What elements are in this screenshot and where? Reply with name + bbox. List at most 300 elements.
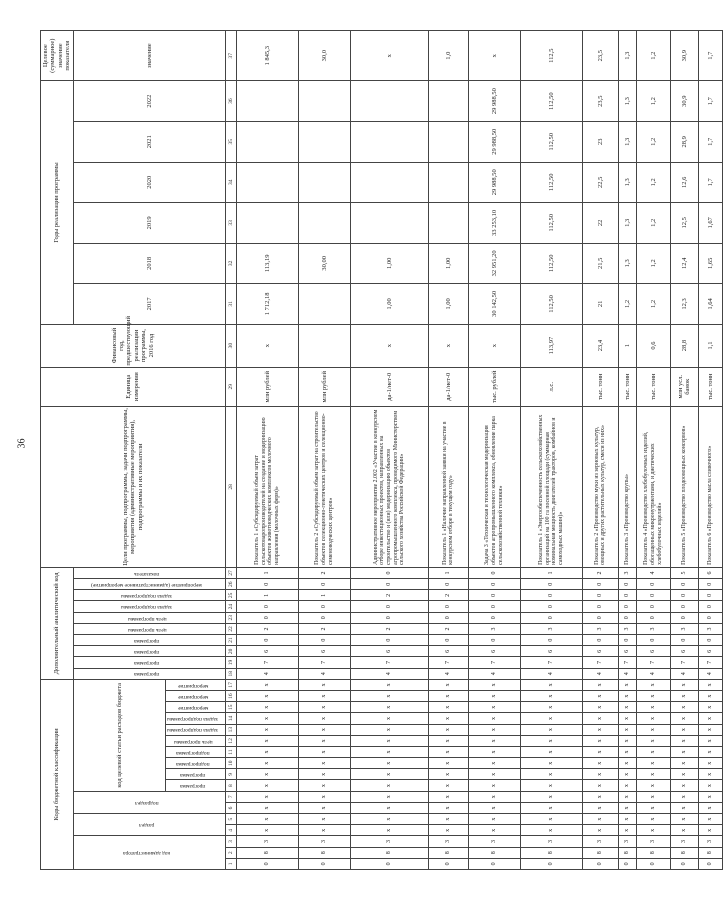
code-cell: 1	[236, 590, 298, 601]
kcsr-subheader-label: мероприятие	[177, 682, 209, 689]
code-cell: 4	[670, 668, 698, 679]
code-cell: х	[618, 814, 636, 825]
code-cell: х	[698, 780, 722, 791]
code-cell: 6	[670, 646, 698, 657]
code-cell: 0	[618, 601, 636, 612]
year-value-cell: 1,3	[618, 203, 636, 244]
year-value-cell: 1,00	[428, 243, 468, 284]
year-value-cell: 12,4	[670, 243, 698, 284]
code-cell: х	[618, 724, 636, 735]
code-cell: 5	[670, 567, 698, 578]
code-cell: 0	[670, 590, 698, 601]
code-cell: х	[350, 780, 428, 791]
year-header-2020: 2020	[73, 162, 225, 203]
year-value-cell: 21,5	[582, 243, 618, 284]
code-cell: 0	[520, 601, 582, 612]
column-number: 21	[225, 635, 236, 646]
code-cell: 1	[428, 567, 468, 578]
target-value-cell: 1 845,3	[236, 31, 298, 81]
year-value-cell: 22	[582, 203, 618, 244]
kcsr-group-header: код целевой статьи расходов бюджета	[73, 679, 165, 791]
code-cell: 3	[698, 623, 722, 634]
table-row	[428, 31, 468, 870]
code-cell: х	[636, 780, 670, 791]
column-number: 1	[225, 858, 236, 869]
code-cell: х	[618, 735, 636, 746]
column-number: 8	[225, 780, 236, 791]
column-number: 26	[225, 579, 236, 590]
target-value-cell: 112,5	[520, 31, 582, 81]
code-cell: х	[350, 825, 428, 836]
kcsr-subheader-label: мероприятие	[177, 693, 209, 700]
code-cell: 0	[670, 601, 698, 612]
code-cell: 0	[636, 858, 670, 869]
code-cell: х	[428, 691, 468, 702]
table-row	[698, 31, 722, 870]
code-cell: 4	[468, 668, 520, 679]
column-number: 18	[225, 668, 236, 679]
column-number: 20	[225, 646, 236, 657]
code-cell: 7	[350, 657, 428, 668]
code-cell: х	[636, 758, 670, 769]
code-cell: х	[520, 769, 582, 780]
code-cell: 2	[298, 623, 350, 634]
code-cell: х	[468, 713, 520, 724]
code-cell: х	[582, 724, 618, 735]
kcsr-subheader-7	[165, 702, 225, 713]
year-value-cell: 29 988,50	[468, 162, 520, 203]
code-cell: х	[468, 702, 520, 713]
kcsr-subheader-4	[165, 735, 225, 746]
code-cell: х	[298, 825, 350, 836]
code-cell: 1	[520, 567, 582, 578]
code-cell: 3	[520, 836, 582, 847]
page-number: 36	[16, 438, 28, 449]
code-cell: 1	[236, 567, 298, 578]
code-cell: 0	[618, 590, 636, 601]
code-cell: 0	[636, 612, 670, 623]
code-cell: 0	[468, 858, 520, 869]
code-cell: х	[636, 691, 670, 702]
year-value-cell: 1,00	[350, 243, 428, 284]
year-value-cell: 30 142,50	[468, 284, 520, 325]
code-cell: х	[520, 713, 582, 724]
column-number: 13	[225, 724, 236, 735]
dop-subheader-0	[73, 668, 225, 679]
unit-cell: млн рублей	[298, 367, 350, 406]
code-cell: х	[670, 679, 698, 690]
code-cell: 3	[618, 623, 636, 634]
code-cell: 0	[298, 858, 350, 869]
code-cell: х	[350, 702, 428, 713]
code-cell: 0	[350, 635, 428, 646]
kcsr-subheader-6	[165, 713, 225, 724]
base-year-cell: 28,8	[670, 324, 698, 367]
year-value-cell: 1,2	[636, 203, 670, 244]
code-cell: х	[428, 780, 468, 791]
column-number: 33	[225, 203, 236, 244]
kcsr-subheader-2	[165, 758, 225, 769]
code-cell: х	[298, 814, 350, 825]
code-cell: х	[698, 825, 722, 836]
code-cell: 0	[582, 601, 618, 612]
code-cell: 0	[350, 579, 428, 590]
code-cell: 0	[618, 635, 636, 646]
code-cell: 7	[698, 657, 722, 668]
unit-cell: тыс. тонн	[618, 367, 636, 406]
dop-subheader-9	[73, 567, 225, 578]
code-cell: х	[468, 825, 520, 836]
table-row	[298, 31, 350, 870]
kcsr-subheader-8	[165, 691, 225, 702]
column-number: 9	[225, 769, 236, 780]
kbk-subheader-1	[73, 814, 225, 836]
code-cell: х	[298, 679, 350, 690]
code-cell: х	[236, 814, 298, 825]
code-cell: х	[468, 791, 520, 802]
code-cell: 7	[582, 657, 618, 668]
code-cell: 0	[350, 601, 428, 612]
column-number: 27	[225, 567, 236, 578]
dop-subheader-label: задача подпрограммы	[121, 593, 173, 600]
code-cell: 0	[636, 579, 670, 590]
code-cell: х	[618, 746, 636, 757]
code-cell: 0	[350, 567, 428, 578]
column-number: 32	[225, 243, 236, 284]
code-cell: х	[618, 791, 636, 802]
code-cell: х	[670, 769, 698, 780]
base-year-cell: х	[236, 324, 298, 367]
code-cell: 0	[468, 567, 520, 578]
year-value-cell: 1,64	[698, 284, 722, 325]
year-value-cell: 1,2	[636, 121, 670, 162]
code-cell: 0	[670, 858, 698, 869]
code-cell: х	[350, 713, 428, 724]
kbk-subheader-2	[73, 791, 225, 813]
code-cell: 2	[582, 567, 618, 578]
dop-subheader-label: задача подпрограммы	[121, 604, 173, 611]
code-cell: 0	[698, 858, 722, 869]
column-number: 29	[225, 367, 236, 406]
year-value-cell	[428, 203, 468, 244]
code-cell: х	[236, 825, 298, 836]
kcsr-subheader-0	[165, 780, 225, 791]
column-number: 35	[225, 121, 236, 162]
code-cell: х	[670, 780, 698, 791]
year-value-cell: 1,2	[636, 162, 670, 203]
code-cell: х	[636, 802, 670, 813]
code-cell: 2	[350, 623, 428, 634]
code-cell: 4	[636, 668, 670, 679]
code-cell: 3	[618, 836, 636, 847]
target-value-header: значение	[73, 31, 225, 81]
year-value-cell: 1,2	[636, 81, 670, 122]
code-cell: х	[468, 724, 520, 735]
year-value-cell: 112,50	[520, 284, 582, 325]
code-cell: х	[520, 791, 582, 802]
kbk-subheader-label: раздел	[139, 822, 155, 829]
column-number: 15	[225, 702, 236, 713]
dop-subheader-8	[73, 579, 225, 590]
indicator-text: Показатель 3 «Производство крупы»	[618, 406, 636, 567]
year-value-cell: 112,50	[520, 121, 582, 162]
code-cell: 0	[582, 590, 618, 601]
code-cell: 0	[698, 601, 722, 612]
year-value-cell: 1,7	[698, 121, 722, 162]
code-cell: 0	[636, 601, 670, 612]
code-cell: х	[428, 724, 468, 735]
year-value-cell	[428, 81, 468, 122]
code-cell: 0	[428, 858, 468, 869]
code-cell: 0	[520, 590, 582, 601]
code-cell: х	[468, 802, 520, 813]
code-cell: х	[670, 825, 698, 836]
column-number: 34	[225, 162, 236, 203]
unit-cell: млн усл. банок	[670, 367, 698, 406]
year-value-cell: 1,00	[350, 284, 428, 325]
year-value-cell: 21	[582, 284, 618, 325]
dop-subheader-6	[73, 601, 225, 612]
unit-cell: л.с.	[520, 367, 582, 406]
year-value-cell: 1,2	[636, 284, 670, 325]
code-cell: 3	[428, 836, 468, 847]
year-value-cell: 112,50	[520, 203, 582, 244]
code-cell: 3	[582, 623, 618, 634]
code-cell: х	[468, 814, 520, 825]
year-header-2021: 2021	[73, 121, 225, 162]
code-cell: х	[428, 758, 468, 769]
base-year-cell: х	[428, 324, 468, 367]
code-cell: 8	[468, 847, 520, 858]
code-cell: х	[582, 825, 618, 836]
code-cell: х	[350, 758, 428, 769]
column-number: 3	[225, 836, 236, 847]
code-cell: 7	[298, 657, 350, 668]
year-value-cell: 1,65	[698, 243, 722, 284]
code-cell: х	[582, 691, 618, 702]
code-cell: 0	[698, 590, 722, 601]
year-value-cell	[236, 81, 298, 122]
code-cell: х	[520, 702, 582, 713]
year-value-cell	[428, 162, 468, 203]
column-number: 2	[225, 847, 236, 858]
dop-subheader-1	[73, 657, 225, 668]
year-value-cell: 22,5	[582, 162, 618, 203]
code-cell: х	[468, 758, 520, 769]
code-cell: х	[618, 802, 636, 813]
unit-cell: да-1/нет-0	[428, 367, 468, 406]
code-cell: 0	[428, 635, 468, 646]
year-header-2018: 2018	[73, 243, 225, 284]
year-value-cell	[350, 121, 428, 162]
column-number: 37	[225, 31, 236, 81]
year-value-cell: 1,3	[618, 81, 636, 122]
table-row	[236, 31, 298, 870]
unit-cell: тыс. тонн	[698, 367, 722, 406]
code-cell: 0	[582, 858, 618, 869]
code-cell: 7	[236, 657, 298, 668]
unit-header: Единица измерения	[41, 367, 226, 406]
code-cell: х	[520, 746, 582, 757]
code-cell: 0	[298, 635, 350, 646]
code-cell: х	[670, 802, 698, 813]
year-value-cell: 12,3	[670, 284, 698, 325]
code-cell: 3	[520, 623, 582, 634]
code-cell: х	[298, 702, 350, 713]
code-cell: 0	[618, 612, 636, 623]
year-value-cell: 1 712,18	[236, 284, 298, 325]
code-cell: х	[636, 735, 670, 746]
code-cell: 8	[520, 847, 582, 858]
code-cell: 0	[520, 612, 582, 623]
code-cell: 6	[468, 646, 520, 657]
code-cell: 8	[670, 847, 698, 858]
code-cell: 4	[698, 668, 722, 679]
dop-subheader-label: цель программы	[127, 615, 167, 622]
code-cell: 0	[236, 858, 298, 869]
code-cell: 3	[636, 836, 670, 847]
column-number: 7	[225, 791, 236, 802]
target-value-cell: 1,3	[618, 31, 636, 81]
year-value-cell: 12,5	[670, 203, 698, 244]
code-cell: 8	[428, 847, 468, 858]
code-cell: х	[236, 679, 298, 690]
indicator-text: Показатель 1 «Наличие направленной заявки на участие в конкурсном отборе в текущем году»	[428, 406, 468, 567]
code-cell: х	[298, 735, 350, 746]
code-cell: х	[582, 746, 618, 757]
code-cell: х	[236, 702, 298, 713]
code-cell: х	[698, 746, 722, 757]
code-cell: х	[236, 746, 298, 757]
table-row	[670, 31, 698, 870]
code-cell: 8	[236, 847, 298, 858]
target-value-cell: 1,7	[698, 31, 722, 81]
code-cell: 0	[520, 579, 582, 590]
year-value-cell: 29 988,50	[468, 121, 520, 162]
code-cell: 4	[350, 668, 428, 679]
code-cell: 6	[236, 646, 298, 657]
year-value-cell: 30,00	[298, 243, 350, 284]
code-cell: х	[468, 691, 520, 702]
column-number: 10	[225, 758, 236, 769]
table-row	[350, 31, 428, 870]
code-cell: 0	[350, 612, 428, 623]
column-number: 25	[225, 590, 236, 601]
code-cell: 8	[350, 847, 428, 858]
code-cell: х	[236, 758, 298, 769]
code-cell: х	[618, 825, 636, 836]
indicator-text: Показатель 2 «Производство муки из зерновых культур, овощных и других растительных культур, смеси из них»	[582, 406, 618, 567]
year-value-cell: 1,7	[698, 81, 722, 122]
code-cell: 7	[618, 657, 636, 668]
code-cell: х	[520, 780, 582, 791]
code-cell: х	[698, 713, 722, 724]
code-cell: 0	[636, 590, 670, 601]
code-cell: 6	[698, 567, 722, 578]
code-cell: 4	[636, 567, 670, 578]
code-cell: х	[636, 713, 670, 724]
indicator-text: Показатель 5 «Производство плодоовощных консервов»	[670, 406, 698, 567]
code-cell: 0	[468, 590, 520, 601]
kcsr-subheader-label: мероприятие	[177, 705, 209, 712]
code-cell: 0	[698, 635, 722, 646]
unit-cell: млн рублей	[236, 367, 298, 406]
table-row	[582, 31, 618, 870]
year-value-cell: 32 951,20	[468, 243, 520, 284]
code-cell: х	[236, 802, 298, 813]
code-cell: 6	[298, 646, 350, 657]
year-value-cell: 1,2	[618, 284, 636, 325]
program-table	[40, 30, 723, 870]
dop-subheader-2	[73, 646, 225, 657]
code-cell: х	[428, 702, 468, 713]
kcsr-subheader-label: подпрограмма	[176, 749, 210, 756]
code-cell: 4	[618, 668, 636, 679]
code-cell: 0	[236, 579, 298, 590]
target-value-cell: 1,0	[428, 31, 468, 81]
year-value-cell: 112,50	[520, 162, 582, 203]
code-cell: х	[468, 746, 520, 757]
code-cell: 6	[350, 646, 428, 657]
code-cell: х	[428, 802, 468, 813]
column-number: 23	[225, 612, 236, 623]
target-value-cell: х	[350, 31, 428, 81]
code-cell: х	[698, 679, 722, 690]
code-cell: 7	[520, 657, 582, 668]
code-cell: 2	[428, 590, 468, 601]
code-cell: х	[236, 691, 298, 702]
code-cell: 0	[428, 579, 468, 590]
dop-subheader-label: программа	[134, 649, 160, 656]
code-cell: 0	[298, 579, 350, 590]
code-cell: 3	[236, 836, 298, 847]
dop-subheader-label: цель программы	[127, 626, 167, 633]
code-cell: х	[520, 691, 582, 702]
code-cell: х	[428, 825, 468, 836]
year-value-cell	[236, 162, 298, 203]
code-cell: х	[670, 691, 698, 702]
kcsr-subheader-label: программа	[180, 772, 206, 779]
indicator-text: Показатель 1 «Энергообеспеченность сельскохозяйственных организаций на 100 га посевной площади (суммарная номинальная мощность двигателей тракторов, комбайнов и самоходных машин)»	[520, 406, 582, 567]
code-cell: х	[670, 713, 698, 724]
code-cell: х	[298, 780, 350, 791]
table-row	[636, 31, 670, 870]
base-year-cell: 1	[618, 324, 636, 367]
code-cell: х	[670, 814, 698, 825]
code-cell: 0	[468, 612, 520, 623]
code-cell: 6	[618, 646, 636, 657]
code-cell: х	[298, 691, 350, 702]
dop-subheader-7	[73, 590, 225, 601]
unit-cell: тыс. тонн	[636, 367, 670, 406]
column-number: 28	[225, 406, 236, 567]
column-number: 12	[225, 735, 236, 746]
dop-subheader-label: мероприятие (административное мероприятие)	[91, 581, 203, 588]
code-cell: х	[582, 702, 618, 713]
code-cell: 0	[236, 601, 298, 612]
code-cell: х	[670, 791, 698, 802]
code-cell: х	[350, 746, 428, 757]
code-cell: 0	[298, 601, 350, 612]
dop-subheader-label: программа	[134, 637, 160, 644]
code-cell: х	[698, 758, 722, 769]
column-number: 30	[225, 324, 236, 367]
column-number: 19	[225, 657, 236, 668]
table-row	[468, 31, 520, 870]
code-cell: х	[582, 735, 618, 746]
code-cell: х	[298, 746, 350, 757]
kbk-group-header: Коды бюджетной классификации	[41, 679, 74, 869]
